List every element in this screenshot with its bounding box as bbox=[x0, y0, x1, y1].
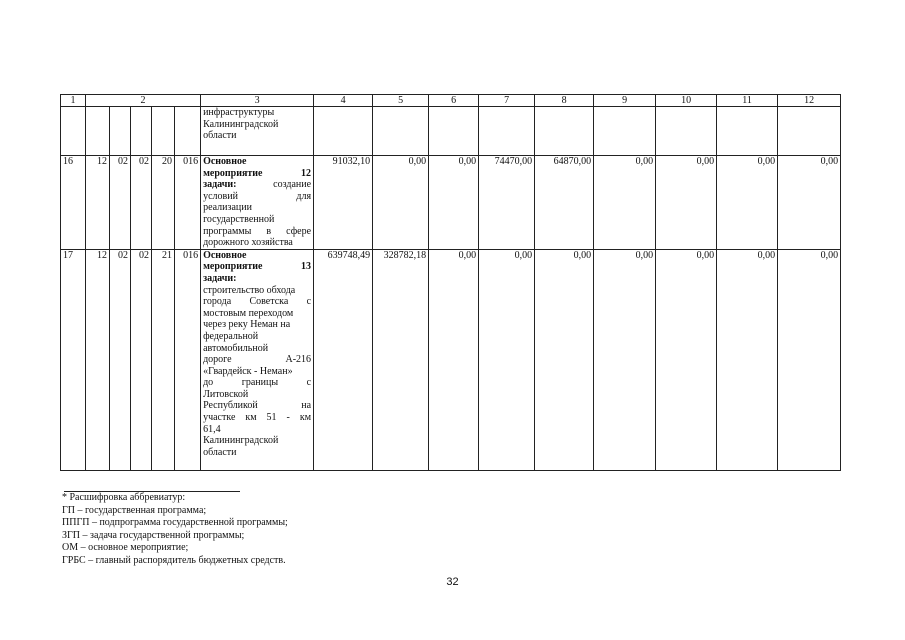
description-line: участке км 51 - км bbox=[203, 412, 312, 424]
description-line: реализации bbox=[203, 202, 252, 214]
value-cell: 91032,10 bbox=[314, 156, 373, 250]
description-line: создание bbox=[273, 179, 312, 191]
header-cell: 11 bbox=[717, 95, 778, 107]
row-index: 16 bbox=[61, 156, 86, 250]
budget-table bbox=[60, 94, 841, 471]
code-cell: 21 bbox=[152, 249, 175, 470]
code-cell: 02 bbox=[131, 249, 152, 470]
description-line: строительство обхода bbox=[203, 284, 296, 296]
footnote-line: ГП – государственная программа; bbox=[62, 504, 207, 516]
measure-title: задачи: bbox=[203, 179, 237, 191]
value-cell: 0,00 bbox=[778, 249, 841, 470]
description-cell bbox=[201, 107, 314, 156]
header-cell: 1 bbox=[61, 95, 86, 107]
description-line: мостовым переходом bbox=[203, 307, 294, 319]
footnote-line: ОМ – основное мероприятие; bbox=[62, 542, 189, 554]
value-cell: 0,00 bbox=[656, 249, 717, 470]
description-line: федеральной bbox=[203, 330, 259, 342]
measure-title: мероприятие 13 bbox=[203, 261, 312, 273]
header-cell: 7 bbox=[479, 95, 535, 107]
value-cell: 0,00 bbox=[594, 249, 656, 470]
code-cell: 016 bbox=[175, 156, 201, 250]
header-cell: 5 bbox=[373, 95, 429, 107]
header-cell: 3 bbox=[201, 95, 314, 107]
description-line: условий для bbox=[203, 190, 312, 202]
value-cell: 0,00 bbox=[717, 156, 778, 250]
value-cell: 0,00 bbox=[373, 156, 429, 250]
value-cell: 0,00 bbox=[479, 249, 535, 470]
description-line: государственной bbox=[203, 213, 275, 225]
value-cell: 328782,18 bbox=[373, 249, 429, 470]
header-cell: 4 bbox=[314, 95, 373, 107]
footnotes bbox=[62, 492, 288, 568]
description-line: через реку Неман на bbox=[203, 319, 291, 331]
value-cell: 64870,00 bbox=[535, 156, 594, 250]
description-line: автомобильной bbox=[203, 342, 269, 354]
header-cell: 2 bbox=[86, 95, 201, 107]
description-line: города Советска с bbox=[203, 296, 312, 308]
measure-title: задачи: bbox=[203, 272, 237, 284]
header-cell: 12 bbox=[778, 95, 841, 107]
code-cell: 20 bbox=[152, 156, 175, 250]
code-cell: 12 bbox=[86, 156, 110, 250]
description-line: до границы с bbox=[203, 377, 312, 389]
description-line: области bbox=[203, 446, 237, 458]
description-line: Республикой на bbox=[203, 400, 312, 412]
footnote-line: * Расшифровка аббревиатур: bbox=[62, 492, 186, 503]
code-cell: 02 bbox=[131, 156, 152, 250]
description-line: Калининградской bbox=[203, 435, 279, 447]
header-cell: 9 bbox=[594, 95, 656, 107]
description-line: «Гвардейск - Неман» bbox=[203, 365, 293, 377]
header-cell: 10 bbox=[656, 95, 717, 107]
value-cell: 0,00 bbox=[429, 249, 479, 470]
description-line: Калининградской bbox=[203, 118, 279, 130]
value-cell: 0,00 bbox=[656, 156, 717, 250]
value-cell: 0,00 bbox=[535, 249, 594, 470]
value-cell: 0,00 bbox=[717, 249, 778, 470]
description-cell bbox=[201, 249, 314, 470]
description-line: 61,4 bbox=[203, 423, 221, 435]
description-line: Литовской bbox=[203, 388, 249, 400]
code-cell: 02 bbox=[110, 249, 131, 470]
measure-title: Основное bbox=[203, 156, 247, 167]
value-cell: 639748,49 bbox=[314, 249, 373, 470]
description-line: области bbox=[203, 130, 237, 142]
description-line: программы в сфере bbox=[203, 225, 312, 237]
code-cell: 016 bbox=[175, 249, 201, 470]
table-row bbox=[61, 249, 841, 470]
footnote-line: ППГП – подпрограмма государственной программы; bbox=[62, 517, 288, 529]
code-cell: 02 bbox=[110, 156, 131, 250]
header-cell: 8 bbox=[535, 95, 594, 107]
measure-title: Основное bbox=[203, 249, 247, 261]
value-cell: 74470,00 bbox=[479, 156, 535, 250]
description-line: инфраструктуры bbox=[203, 107, 275, 118]
description-line: дороге А-216 bbox=[203, 354, 312, 366]
measure-title: мероприятие 12 bbox=[203, 167, 312, 179]
header-cell: 6 bbox=[429, 95, 479, 107]
value-cell: 0,00 bbox=[778, 156, 841, 250]
value-cell: 0,00 bbox=[594, 156, 656, 250]
description-line: дорожного хозяйства bbox=[203, 237, 293, 249]
table-header-row bbox=[61, 95, 841, 107]
description-cell bbox=[201, 156, 314, 250]
footnote-line: ГРБС – главный распорядитель бюджетных средств. bbox=[62, 554, 286, 566]
table-row-continued bbox=[61, 107, 841, 156]
code-cell: 12 bbox=[86, 249, 110, 470]
footnote-line: ЗГП – задача государственной программы; bbox=[62, 529, 245, 541]
value-cell: 0,00 bbox=[429, 156, 479, 250]
table-row bbox=[61, 156, 841, 250]
row-index: 17 bbox=[61, 249, 86, 470]
page-number: 32 bbox=[446, 576, 459, 588]
